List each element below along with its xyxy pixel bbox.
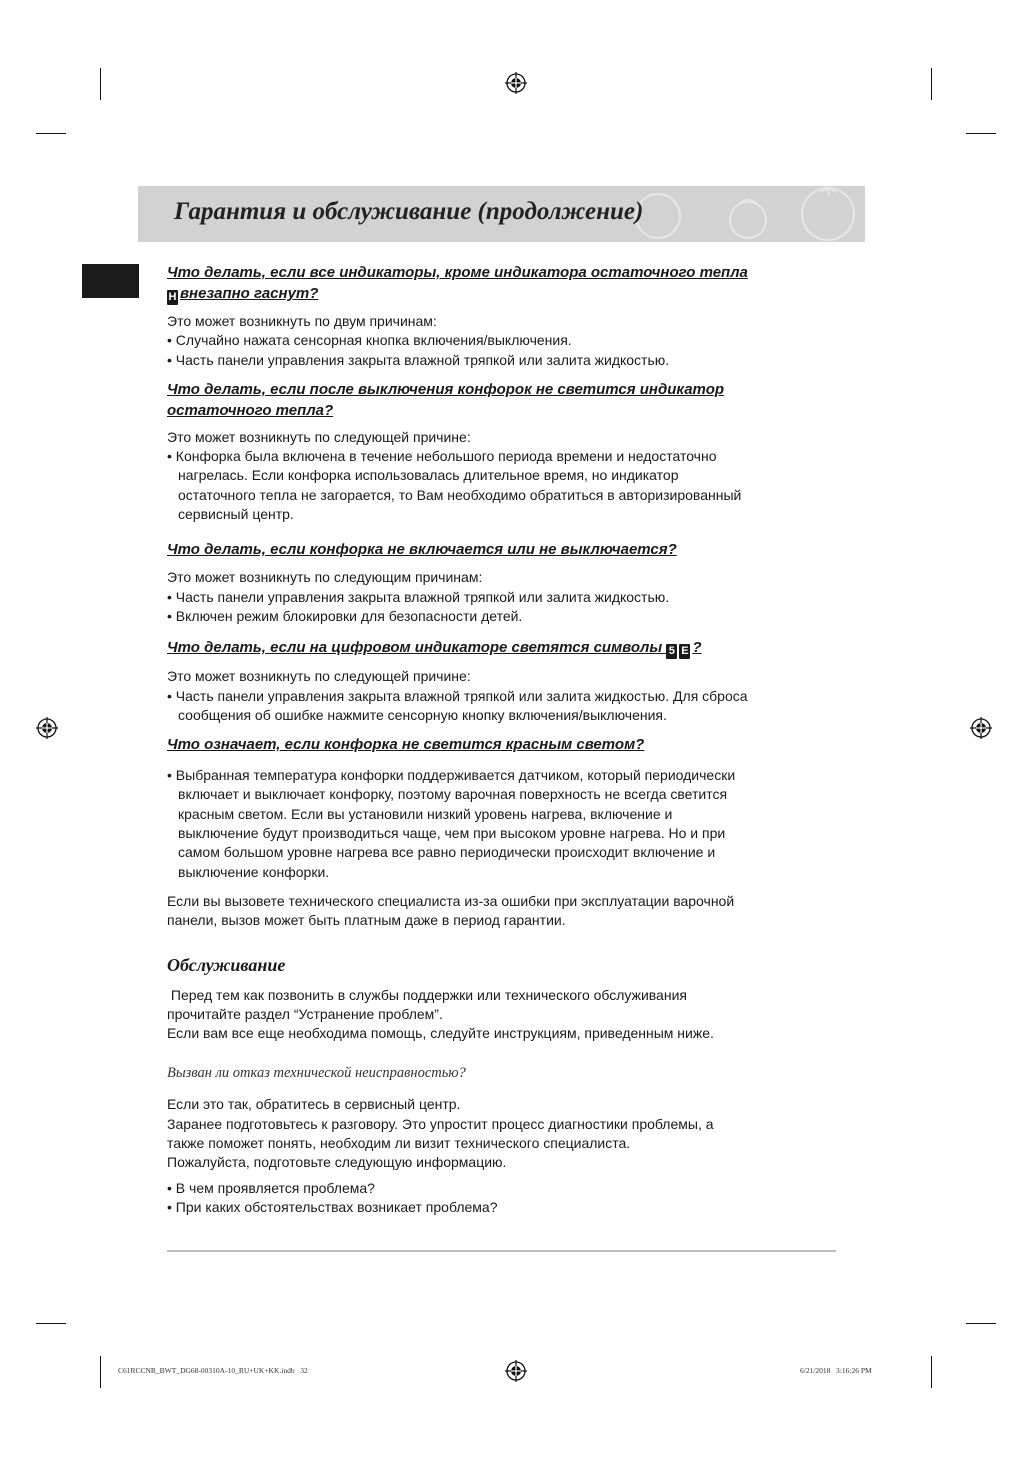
- list-item: • При каких обстоятельствах возникает проблема?: [167, 1198, 498, 1215]
- list-item: • Часть панели управления закрыта влажной тряпкой или залита жидкостью.: [167, 351, 670, 368]
- registration-mark-icon: [970, 717, 992, 739]
- subsection-title: Вызван ли отказ технической неисправностью?: [167, 1065, 466, 1082]
- service-paragraph: Если это так, обратитесь в сервисный центр.: [167, 1096, 461, 1113]
- faq-question: Что означает, если конфорка не светится красным светом?: [167, 736, 645, 754]
- crop-mark: [931, 1356, 932, 1388]
- faq-question: Что делать, если на цифровом индикаторе светятся символы 5 E ?: [167, 639, 702, 658]
- footer-timestamp: 6/21/2018 3:16:26 PM: [800, 1366, 872, 1375]
- faq-intro: Это может возникнуть по следующей причине:: [167, 428, 471, 445]
- faq-intro: Это может возникнуть по следующей причине:: [167, 668, 471, 685]
- faq-question: остаточного тепла?: [167, 401, 334, 419]
- divider: [167, 1250, 836, 1252]
- service-paragraph: Пожалуйста, подготовьте следующую информацию.: [167, 1154, 507, 1171]
- crop-mark: [36, 1323, 66, 1324]
- main-content: [167, 262, 837, 1217]
- crop-mark: [100, 68, 101, 100]
- faq-question: H внезапно гаснут?: [168, 285, 319, 303]
- list-item-continuation: красным светом. Если вы установили низкий уровень нагрева, включение и: [178, 805, 673, 822]
- service-paragraph: Если вам все еще необходима помощь, следуйте инструкциям, приведенным ниже.: [167, 1025, 714, 1042]
- list-item-continuation: остаточного тепла не загорается, то Вам необходимо обратиться в авторизированный: [178, 486, 742, 503]
- section-tab-marker: [82, 264, 139, 298]
- service-paragraph: Заранее подготовьтесь к разговору. Это упростит процесс диагностики проблемы, а: [167, 1115, 714, 1132]
- page-header: [138, 186, 865, 242]
- list-item-continuation: самом большом уровне нагрева все равно периодически происходит включение и: [178, 844, 716, 861]
- faq-intro: Это может возникнуть по двум причинам:: [167, 313, 437, 329]
- faq-question: Что делать, если все индикаторы, кроме индикатора остаточного тепла: [167, 264, 748, 281]
- crop-mark: [931, 68, 932, 100]
- service-paragraph: также поможет понять, необходим ли визит технического специалиста.: [167, 1135, 631, 1152]
- registration-mark-icon: [505, 72, 527, 94]
- list-item: • Случайно нажата сенсорная кнопка включения/выключения.: [167, 332, 572, 349]
- list-item: • Включен режим блокировки для безопасности детей.: [167, 607, 523, 624]
- list-item-continuation: сервисный центр.: [178, 506, 294, 523]
- service-paragraph: Перед тем как позвонить в службы поддержки или технического обслуживания: [167, 986, 687, 1003]
- list-item: • В чем проявляется проблема?: [167, 1179, 375, 1196]
- service-paragraph: прочитайте раздел “Устранение проблем”.: [167, 1005, 443, 1022]
- list-item: • Конфорка была включена в течение небольшого периода времени и недостаточно: [167, 448, 717, 465]
- list-item-continuation: нагрелась. Если конфорка использовалась длительное время, но индикатор: [178, 467, 679, 484]
- registration-mark-icon: [505, 1360, 527, 1382]
- crop-mark: [36, 133, 66, 134]
- crop-mark: [100, 1356, 101, 1388]
- section-title: Обслуживание: [167, 954, 286, 975]
- crop-mark: [966, 133, 996, 134]
- digit-indicator-icon: 5: [666, 644, 677, 659]
- list-item-continuation: выключение конфорки.: [178, 863, 330, 880]
- page-title: Гарантия и обслуживание (продолжение): [174, 198, 644, 225]
- list-item-continuation: выключение будут производиться чаще, чем при высоком уровне нагрева. Но и при: [178, 825, 726, 842]
- faq-intro: Это может возникнуть по следующим причинам:: [167, 569, 483, 586]
- list-item-continuation: сообщения об ошибке нажмите сенсорную кнопку включения/выключения.: [178, 706, 667, 723]
- crop-mark: [966, 1323, 996, 1324]
- faq-question: Что делать, если конфорка не включается или не выключается?: [167, 541, 677, 559]
- list-item: • Выбранная температура конфорки поддерживается датчиком, который периодически: [167, 767, 736, 784]
- faq-question: Что делать, если после выключения конфорок не светится индикатор: [167, 380, 725, 398]
- registration-mark-icon: [36, 717, 58, 739]
- residual-heat-indicator-icon: H: [168, 291, 177, 303]
- digit-indicator-icon: E: [681, 645, 689, 658]
- warranty-note: Если вы вызовете технического специалиста из-за ошибки при эксплуатации варочной: [167, 892, 735, 909]
- warranty-note: панели, вызов может быть платным даже в период гарантии.: [167, 912, 566, 929]
- list-item: • Часть панели управления закрыта влажной тряпкой или залита жидкостью.: [167, 588, 670, 605]
- list-item-continuation: включает и выключает конфорку, поэтому варочная поверхность не всегда светится: [178, 786, 728, 803]
- footer-file-info: C61RCCNR_BWT_DG68-00310A-10_RU+UK+KK.indb 32: [118, 1366, 308, 1375]
- list-item: • Часть панели управления закрыта влажной тряпкой или залита жидкостью. Для сброса: [167, 687, 748, 704]
